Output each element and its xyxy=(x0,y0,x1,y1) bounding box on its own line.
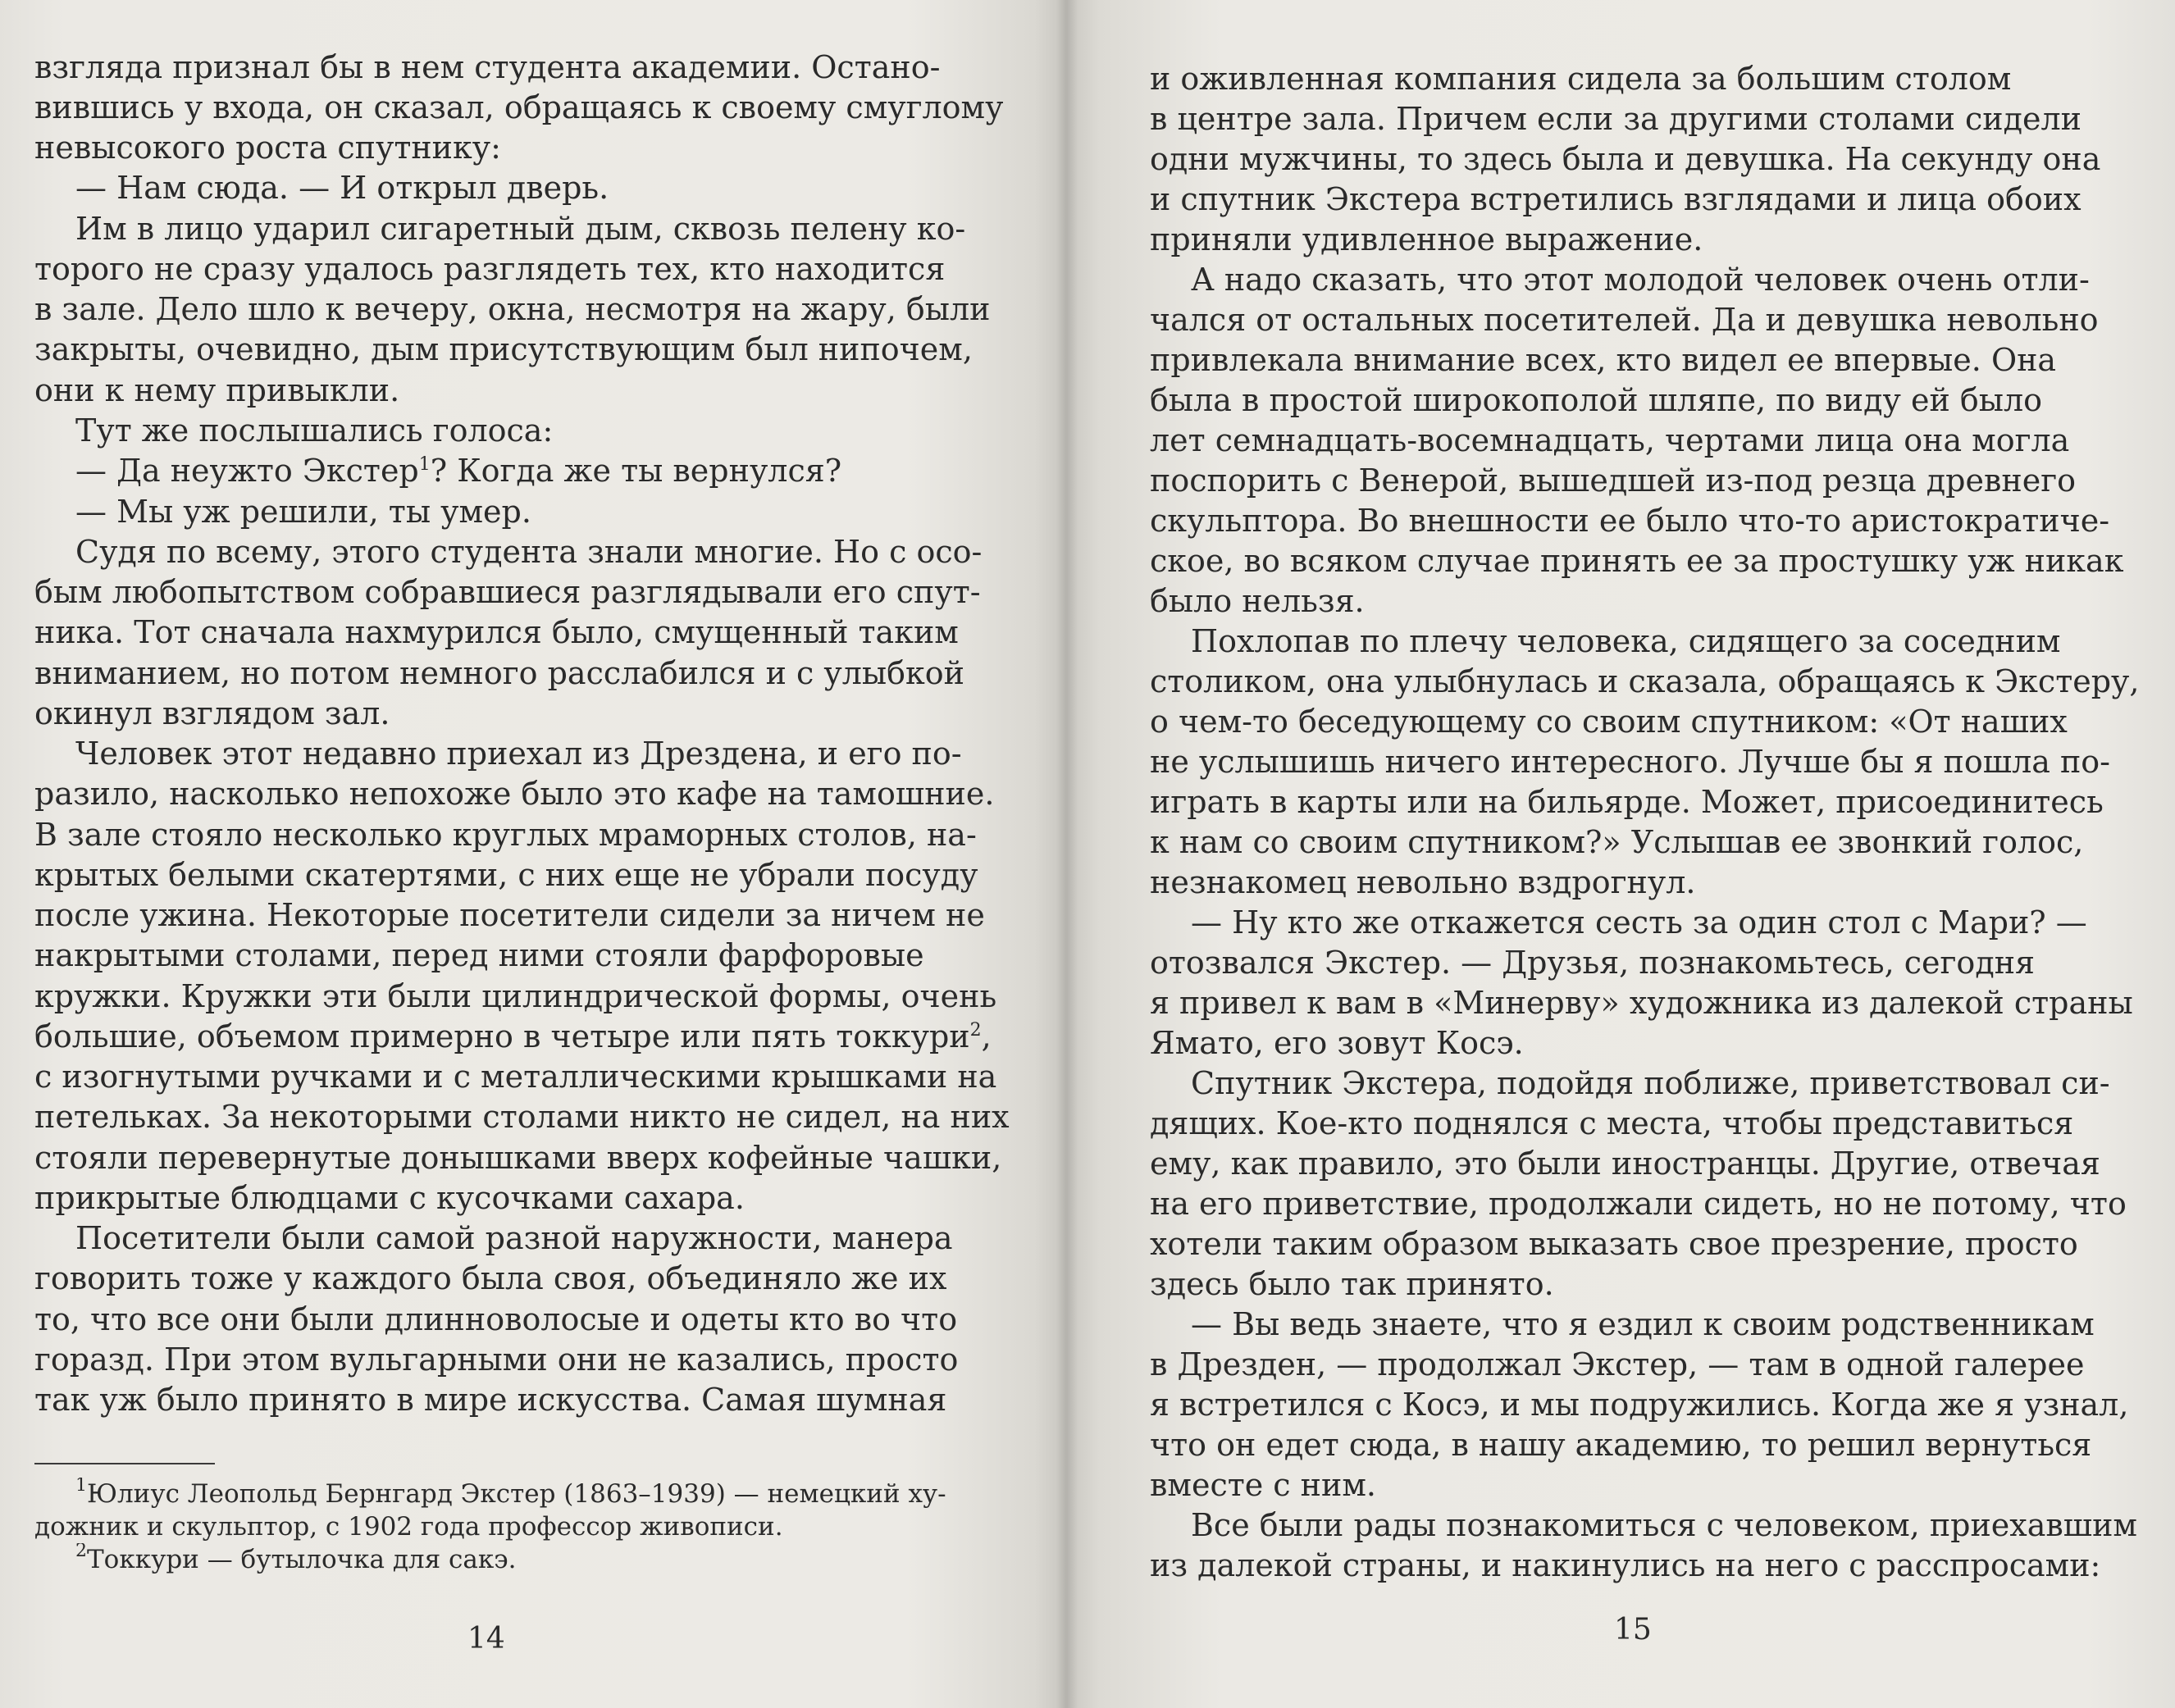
footnote-rule xyxy=(34,1463,215,1464)
text-line: вниманием, но потом немного расслабился и с улыбкой xyxy=(34,655,964,691)
text-line: и оживленная компания сидела за большим столом xyxy=(1150,61,2012,97)
text-line: — Вы ведь знаете, что я ездил к своим родственникам xyxy=(1191,1306,2095,1342)
text-line: так уж было принято в мире искусства. Самая шумная xyxy=(34,1382,947,1418)
text-line xyxy=(34,451,841,490)
text-line: одни мужчины, то здесь была и девушка. На секунду она xyxy=(1150,141,2101,177)
footnote-1-continued: дожник и скульптор, с 1902 года профессор живописи. xyxy=(34,1512,783,1542)
text-line: Тут же послышались голоса: xyxy=(75,412,554,449)
text-line: здесь было так принято. xyxy=(1150,1266,1554,1302)
text-line: взгляда признал бы в нем студента академии. Остано- xyxy=(34,49,941,85)
text-line: Судя по всему, этого студента знали многие. Но с осо- xyxy=(75,534,983,570)
dialogue-text: — Да неужто Экстер xyxy=(75,453,419,489)
text-line: в зале. Дело шло к вечеру, окна, несмотря на жару, были xyxy=(34,291,991,327)
text-line: на его приветствие, продолжали сидеть, но не потому, что xyxy=(1150,1186,2127,1222)
text-line: петельках. За некоторыми столами никто не сидел, на них xyxy=(34,1099,1010,1135)
left-page xyxy=(0,0,1066,1708)
text-line: то, что все они были длинноволосые и одеты кто во что xyxy=(34,1301,958,1337)
text-line: невысокого роста спутнику: xyxy=(34,130,501,166)
text-segment: , xyxy=(981,1018,992,1054)
text-line: столиком, она улыбнулась и сказала, обращаясь к Экстеру, xyxy=(1150,663,2140,699)
dialogue-text: ? Когда же ты вернулся? xyxy=(430,453,842,489)
right-page xyxy=(1066,0,2175,1708)
text-line: и спутник Экстера встретились взглядами и лица обоих xyxy=(1150,181,2082,217)
text-line: поспорить с Венерой, вышедшей из-под резца древнего xyxy=(1150,462,2076,499)
text-line: А надо сказать, что этот молодой человек очень отли- xyxy=(1191,262,2090,298)
text-line xyxy=(34,1017,992,1056)
text-line: с изогнутыми ручками и с металлическими крышками на xyxy=(34,1059,997,1095)
text-line: Им в лицо ударил сигаретный дым, сквозь пелену ко- xyxy=(75,211,966,247)
text-line: чался от остальных посетителей. Да и девушка невольно xyxy=(1150,302,2099,338)
text-line: о чем-то беседующему со своим спутником: «От наших xyxy=(1150,704,2068,740)
text-line: ника. Тот сначала нахмурился было, смущенный таким xyxy=(34,614,959,650)
text-line: — Ну кто же откажется сесть за один стол с Мари? — xyxy=(1191,904,2087,941)
text-line: отозвался Экстер. — Друзья, познакомьтесь, сегодня xyxy=(1150,945,2036,981)
footnote-text: Юлиус Леопольд Бернгард Экстер (1863–1939) — немецкий ху- xyxy=(87,1479,946,1509)
footnote-text: Токкури — бутылочка для сакэ. xyxy=(87,1545,517,1574)
footnote-2 xyxy=(34,1543,516,1576)
footnote-1 xyxy=(34,1478,946,1510)
text-line: — Мы уж решили, ты умер. xyxy=(75,494,531,530)
text-line: горазд. При этом вульгарными они не казались, просто xyxy=(34,1341,959,1378)
text-line: дящих. Кое-кто поднялся с места, чтобы представиться xyxy=(1150,1105,2074,1141)
text-line: крытых белыми скатертями, с них еще не убрали посуду xyxy=(34,857,978,893)
text-line: в центре зала. Причем если за другими столами сидели xyxy=(1150,101,2082,137)
text-line: из далекой страны, и накинулись на него с расспросами: xyxy=(1150,1547,2101,1583)
text-line: вместе с ним. xyxy=(1150,1467,1376,1503)
text-line: кружки. Кружки эти были цилиндрической формы, очень xyxy=(34,978,997,1014)
text-line: была в простой широкополой шляпе, по виду ей было xyxy=(1150,382,2042,418)
text-line: хотели таким образом выказать свое презрение, просто xyxy=(1150,1226,2078,1262)
text-line: Посетители были самой разной наружности, манера xyxy=(75,1220,953,1256)
text-line: не услышишь ничего интересного. Лучше бы я пошла по- xyxy=(1150,744,2111,780)
text-line: Человек этот недавно приехал из Дрездена, и его по- xyxy=(75,736,962,772)
text-line: окинул взглядом зал. xyxy=(34,695,390,731)
text-line: стояли перевернутые донышками вверх кофейные чашки, xyxy=(34,1140,1002,1176)
text-line: ское, во всяком случае принять ее за простушку уж никак xyxy=(1150,543,2124,579)
text-line: играть в карты или на бильярде. Может, присоединитесь xyxy=(1150,784,2104,820)
text-line: бым любопытством собравшиеся разглядывали его спут- xyxy=(34,574,981,610)
text-line: я привел к вам в «Минерву» художника из далекой страны xyxy=(1150,985,2133,1021)
text-line: вившись у входа, он сказал, обращаясь к своему смуглому xyxy=(34,89,1004,125)
text-line: в Дрезден, — продолжал Экстер, — там в одной галерее xyxy=(1150,1346,2085,1382)
text-line: к нам со своим спутником?» Услышав ее звонкий голос, xyxy=(1150,824,2084,860)
text-line: Похлопав по плечу человека, сидящего за соседним xyxy=(1191,623,2061,659)
text-line: говорить тоже у каждого была своя, объединяло же их xyxy=(34,1260,947,1296)
text-line: ему, как правило, это были иностранцы. Другие, отвечая xyxy=(1150,1145,2100,1182)
text-line: Все были рады познакомиться с человеком, приехавшим xyxy=(1191,1507,2137,1543)
text-line: разило, насколько непохоже было это кафе на тамошние. xyxy=(34,776,995,812)
text-line: было нельзя. xyxy=(1150,583,1365,619)
page-number-right: 15 xyxy=(1614,1613,1652,1647)
text-line: привлекала внимание всех, кто видел ее впервые. Она xyxy=(1150,342,2057,378)
text-line: после ужина. Некоторые посетители сидели за ничем не xyxy=(34,897,985,933)
text-line: незнакомец невольно вздрогнул. xyxy=(1150,864,1696,900)
book-gutter xyxy=(1056,0,1078,1708)
footnote-number: 1 xyxy=(75,1478,87,1496)
text-line: торого не сразу удалось разглядеть тех, кто находится xyxy=(34,251,946,287)
text-line: Спутник Экстера, подойдя поближе, приветствовал си- xyxy=(1191,1065,2110,1101)
text-line: прикрытые блюдцами с кусочками сахара. xyxy=(34,1180,745,1216)
text-line: закрыты, очевидно, дым присутствующим был нипочем, xyxy=(34,331,973,367)
text-segment: большие, объемом примерно в четыре или пять токкури xyxy=(34,1018,970,1054)
footnote-mark: 2 xyxy=(969,1020,982,1041)
page-number-left: 14 xyxy=(467,1622,505,1656)
text-line: я встретился с Косэ, и мы подружились. Когда же я узнал, xyxy=(1150,1387,2129,1423)
text-line: что он едет сюда, в нашу академию, то решил вернуться xyxy=(1150,1427,2092,1463)
text-line: В зале стояло несколько круглых мраморных столов, на- xyxy=(34,817,977,853)
text-line: приняли удивленное выражение. xyxy=(1150,221,1703,257)
text-line: лет семнадцать-восемнадцать, чертами лица она могла xyxy=(1150,422,2070,458)
footnote-number: 2 xyxy=(75,1543,87,1561)
footnote-mark: 1 xyxy=(418,454,431,475)
text-line: накрытыми столами, перед ними стояли фарфоровые xyxy=(34,937,924,973)
text-line: Ямато, его зовут Косэ. xyxy=(1150,1025,1524,1061)
text-line: скульптора. Во внешности ее было что-то аристократиче- xyxy=(1150,503,2110,539)
text-line: — Нам сюда. — И открыл дверь. xyxy=(75,170,609,206)
text-line: они к нему привыкли. xyxy=(34,372,400,408)
